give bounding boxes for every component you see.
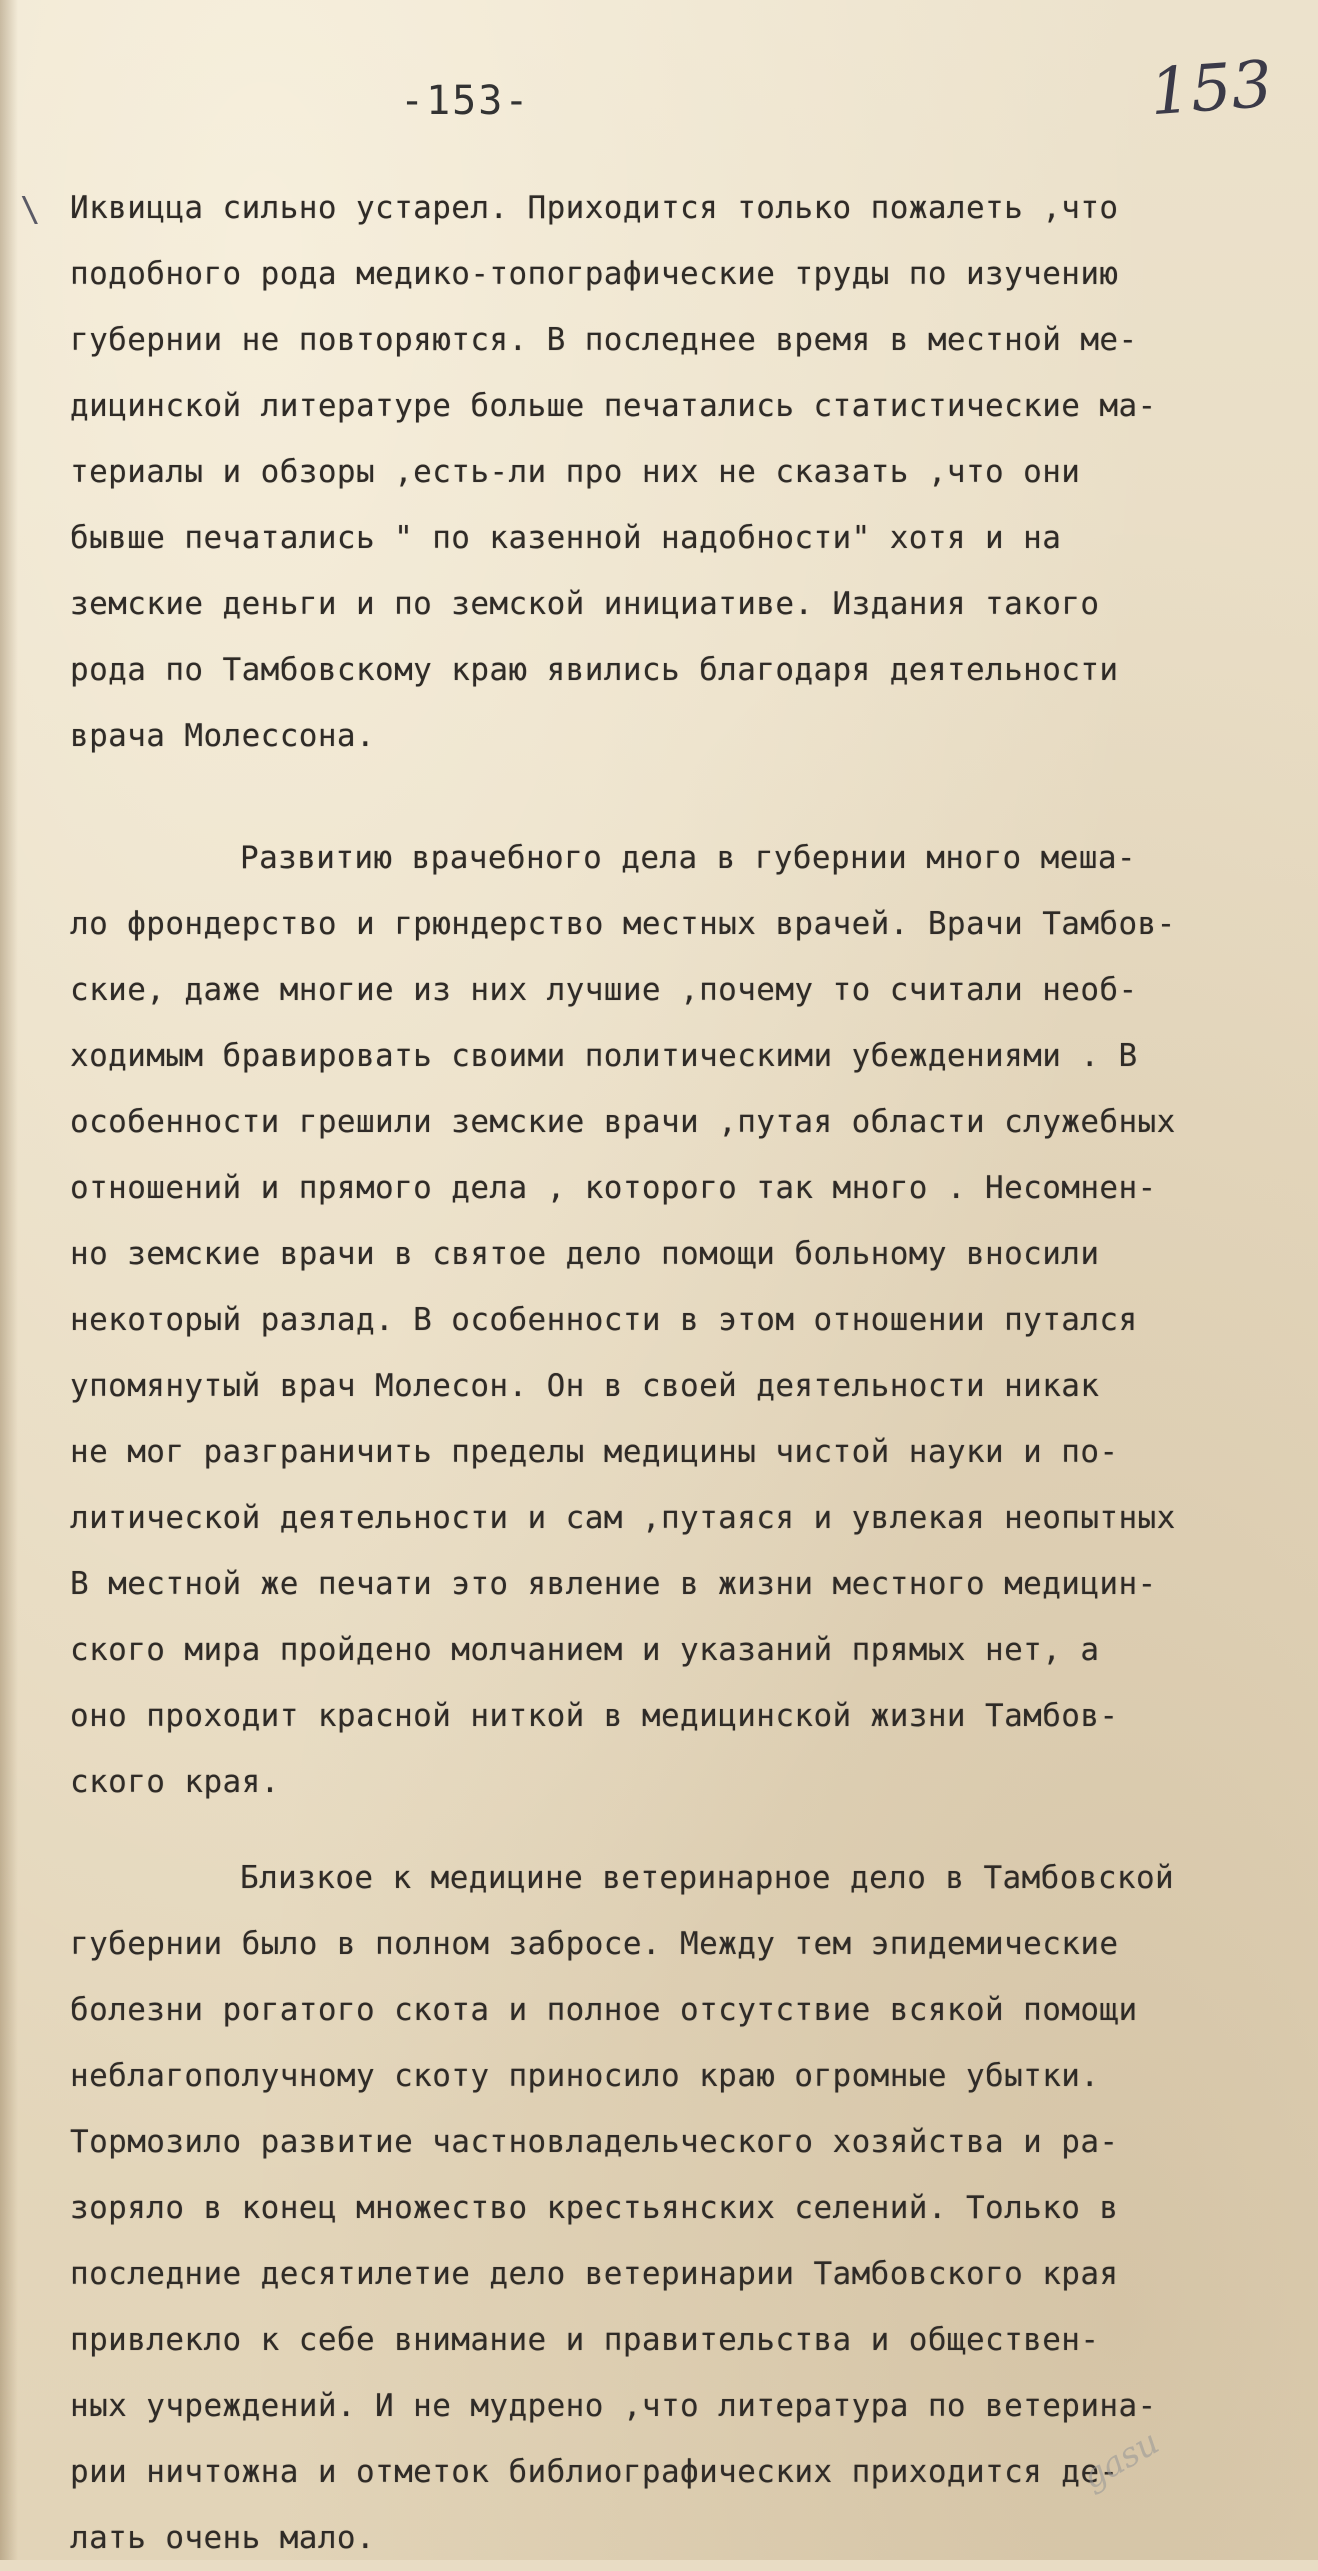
text-line: некоторый разлад. В особенности в этом отношении путался	[70, 1302, 1138, 1338]
text-line: В местной же печати это явление в жизни местного медицин-	[70, 1566, 1157, 1602]
text-line: губернии не повторяются. В последнее время в местной ме-	[70, 322, 1138, 358]
text-line: ходимым бравировать своими политическими убеждениями . В	[70, 1038, 1138, 1074]
page-number: -153-	[400, 78, 531, 124]
text-line: рода по Тамбовскому краю явились благодаря деятельности	[70, 652, 1119, 688]
text-line: бывше печатались " по казенной надобности" хотя и на	[70, 520, 1062, 556]
text-line: лать очень мало.	[70, 2520, 376, 2556]
text-line: ские, даже многие из них лучшие ,почему то считали необ-	[70, 972, 1138, 1008]
text-line: териалы и обзоры ,есть-ли про них не сказать ,что они	[70, 454, 1081, 490]
text-line: ло фрондерство и грюндерство местных врачей. Врачи Тамбов-	[70, 906, 1176, 942]
text-line: дицинской литературе больше печатались статистические ма-	[70, 388, 1157, 424]
text-line: не мог разграничить пределы медицины чистой науки и по-	[70, 1434, 1119, 1470]
paragraph-3	[70, 1845, 1250, 2571]
margin-mark-icon: \	[20, 190, 41, 230]
text-line: подобного рода медико-топографические труды по изучению	[70, 256, 1119, 292]
text-line: но земские врачи в святое дело помощи больному вносили	[70, 1236, 1100, 1272]
text-line: зоряло в конец множество крестьянских селений. Только в	[70, 2190, 1119, 2226]
paragraph-1	[70, 175, 1250, 769]
text-line: Развитию врачебного дела в губернии много меша-	[240, 840, 1136, 876]
text-line: особенности грешили земские врачи ,путая области служебных	[70, 1104, 1176, 1140]
text-line: рии ничтожна и отметок библиографических приходится де-	[70, 2454, 1119, 2490]
text-line: Иквицца сильно устарел. Приходится только пожалеть ,что	[70, 190, 1119, 226]
text-line: ных учреждений. И не мудрено ,что литература по ветерина-	[70, 2388, 1157, 2424]
text-line: привлекло к себе внимание и правительства и обществен-	[70, 2322, 1100, 2358]
text-line: неблагополучному скоту приносило краю огромные убытки.	[70, 2058, 1100, 2094]
archive-page-number: 153	[1147, 47, 1275, 131]
text-line: последние десятилетие дело ветеринарии Тамбовского края	[70, 2256, 1119, 2292]
text-line: врача Молессона.	[70, 718, 376, 754]
text-line: губернии было в полном забросе. Между тем эпидемические	[70, 1926, 1119, 1962]
paragraph-2	[70, 825, 1250, 1815]
text-line: ского края.	[70, 1764, 280, 1800]
text-line: литической деятельности и сам ,путаяся и увлекая неопытных	[70, 1500, 1176, 1536]
text-line: Тормозило развитие частновладельческого хозяйства и ра-	[70, 2124, 1119, 2160]
text-line: Близкое к медицине ветеринарное дело в Тамбовской	[240, 1860, 1175, 1896]
text-line: оно проходит красной ниткой в медицинской жизни Тамбов-	[70, 1698, 1119, 1734]
text-line: упомянутый врач Молесон. Он в своей деятельности никак	[70, 1368, 1100, 1404]
text-line: отношений и прямого дела , которого так много . Несомнен-	[70, 1170, 1157, 1206]
text-line: болезни рогатого скота и полное отсутствие всякой помощи	[70, 1992, 1138, 2028]
text-line: земские деньги и по земской инициативе. Издания такого	[70, 586, 1100, 622]
page-edge-shadow	[0, 0, 18, 2560]
watermark: gasu	[1075, 2422, 1166, 2498]
text-line: ского мира пройдено молчанием и указаний прямых нет, а	[70, 1632, 1100, 1668]
